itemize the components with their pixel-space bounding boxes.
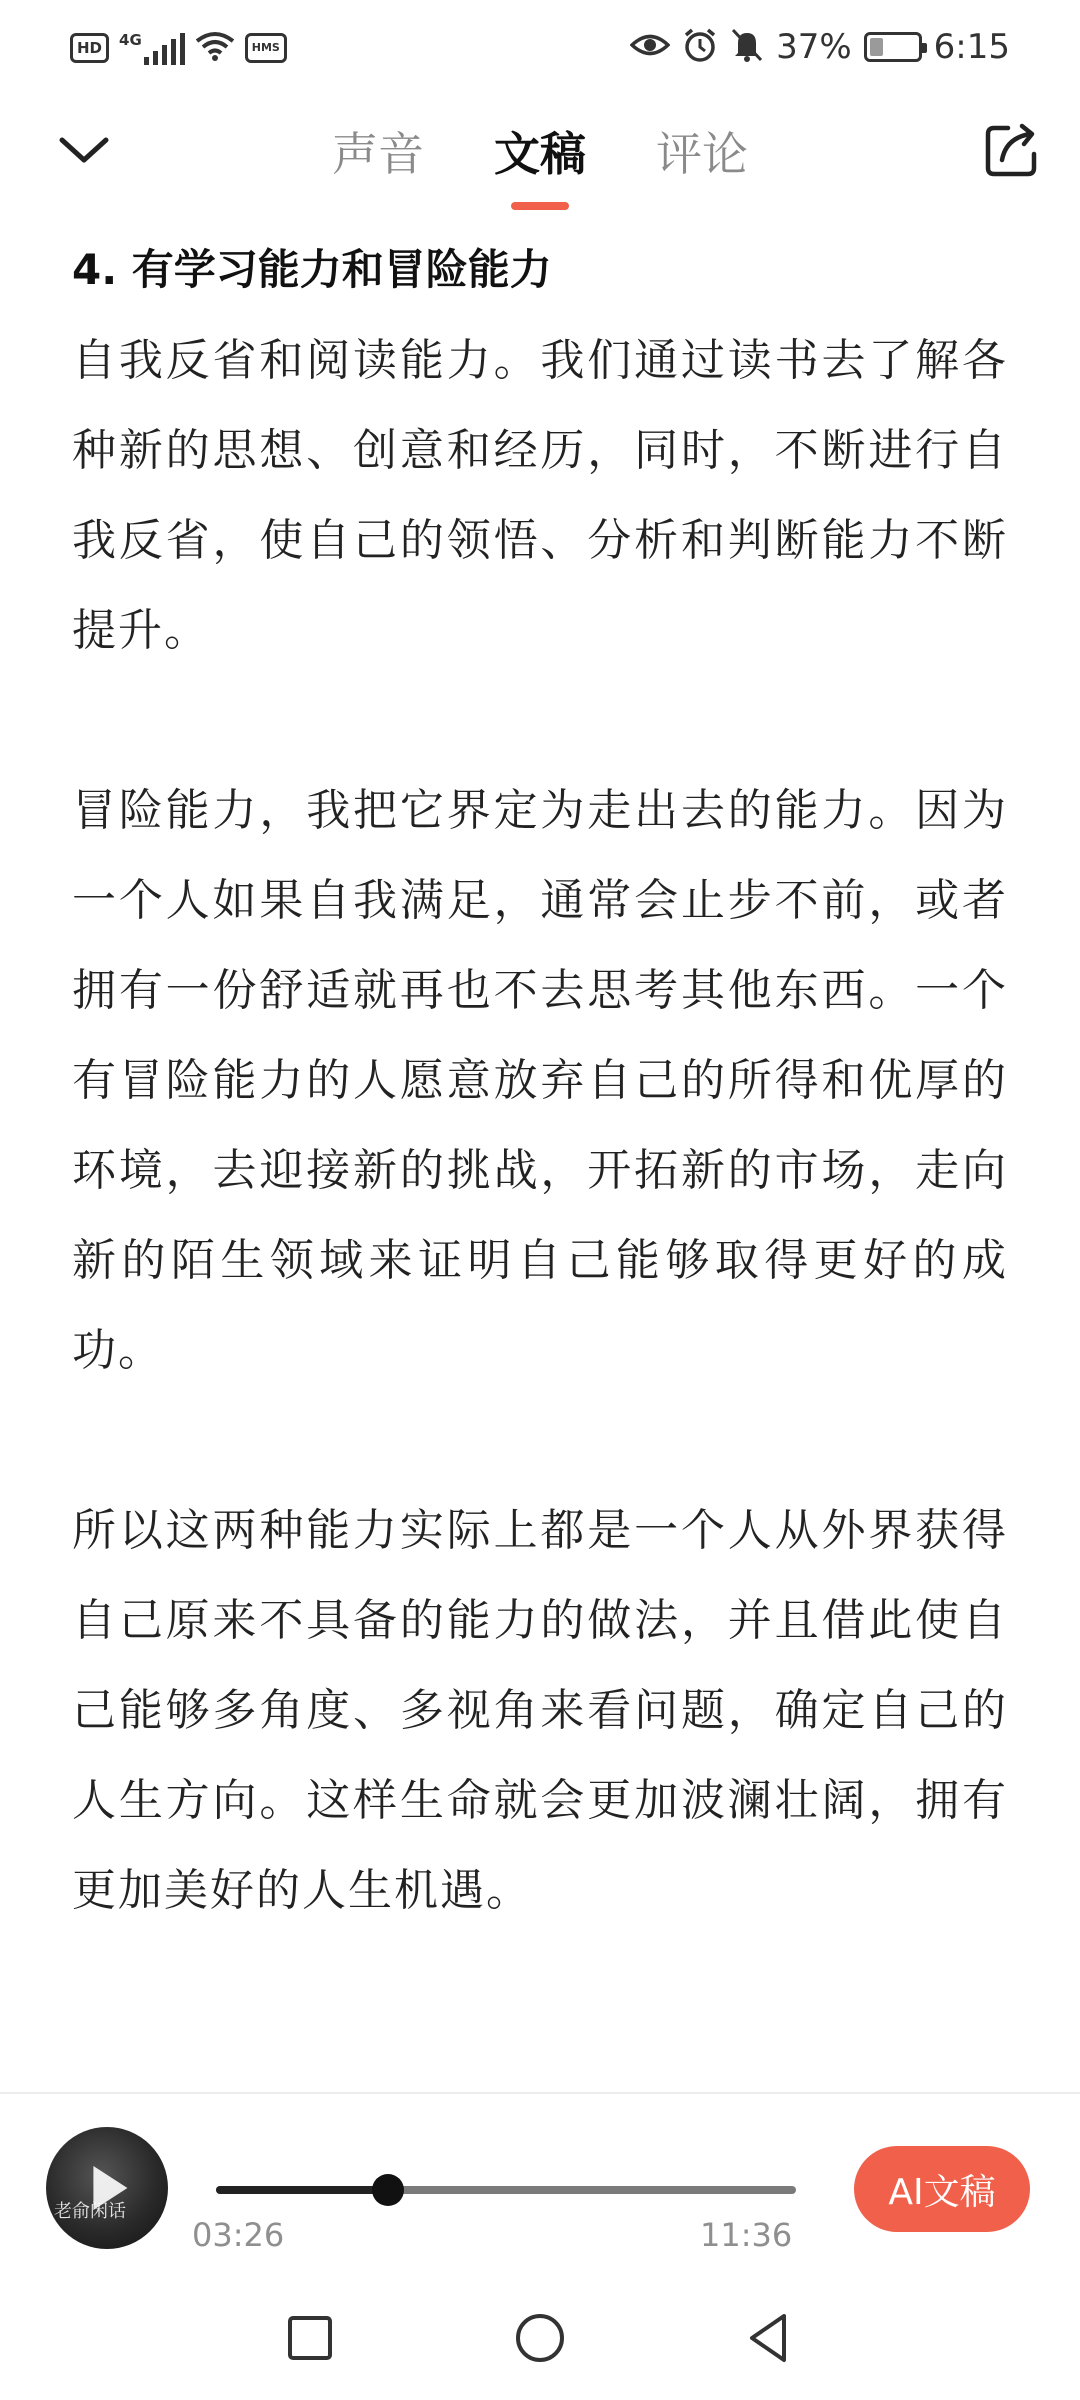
paragraph-gap xyxy=(72,1396,1008,1486)
battery-percent: 37% xyxy=(776,27,852,67)
system-nav-bar xyxy=(0,2280,1080,2400)
clock: 6:15 xyxy=(933,27,1010,67)
paragraph: 冒险能力，我把它界定为走出去的能力。因为一个人如果自我满足，通常会止步不前，或者拥有一份舒适就再也不去思考其他东西。一个有冒险能力的人愿意放弃自己的所得和优厚的环境，去迎接新的挑战，开拓新的市场，走向新的陌生领域来证明自己能够取得更好的成功。 xyxy=(72,785,1008,1376)
recents-square-icon[interactable] xyxy=(280,2308,340,2368)
battery-fill xyxy=(870,38,883,56)
hms-badge: HMS xyxy=(245,33,287,63)
back-triangle-icon[interactable] xyxy=(738,2308,798,2368)
status-right xyxy=(630,22,1010,72)
mini-player xyxy=(0,2110,1080,2280)
mute-icon xyxy=(730,27,764,67)
eye-icon xyxy=(630,30,670,64)
alarm-icon xyxy=(682,27,718,67)
header xyxy=(0,100,1080,210)
progress-fill xyxy=(216,2186,388,2194)
tab-label: 评论 xyxy=(656,127,748,181)
hd-badge: HD xyxy=(70,33,109,63)
tab-label: 文稿 xyxy=(494,127,586,181)
tab-transcript[interactable] xyxy=(490,118,590,184)
section-heading: 4. 有学习能力和冒险能力 xyxy=(72,245,552,294)
network-type: 4G xyxy=(119,31,142,49)
progress-thumb[interactable] xyxy=(372,2174,404,2206)
cover-text: 老俞闲话 xyxy=(54,2201,126,2222)
active-tab-indicator xyxy=(511,202,569,210)
current-time: 03:26 xyxy=(192,2216,285,2254)
status-left xyxy=(70,28,287,68)
tab-bar xyxy=(0,118,1080,184)
player-divider xyxy=(0,2092,1080,2094)
paragraph: 自我反省和阅读能力。我们通过读书去了解各种新的思想、创意和经历，同时，不断进行自我反省，使自己的领悟、分析和判断能力不断提升。 xyxy=(72,335,1008,656)
battery-icon xyxy=(864,32,922,62)
network-indicator xyxy=(119,31,185,65)
ai-transcript-button[interactable]: AI文稿 xyxy=(854,2146,1030,2232)
paragraph-gap xyxy=(72,676,1008,766)
play-icon xyxy=(93,2166,127,2210)
status-bar xyxy=(0,0,1080,92)
share-icon[interactable] xyxy=(982,120,1042,180)
transcript-article xyxy=(72,240,1008,1936)
home-circle-icon[interactable] xyxy=(510,2308,570,2368)
tab-label: 声音 xyxy=(332,127,424,181)
total-time: 11:36 xyxy=(700,2216,793,2254)
paragraph: 所以这两种能力实际上都是一个人从外界获得自己原来不具备的能力的做法，并且借此使自己能够多角度、多视角来看问题，确定自己的人生方向。这样生命就会更加波澜壮阔，拥有更加美好的人生机遇。 xyxy=(72,1505,1008,1916)
wifi-icon xyxy=(195,30,235,66)
tab-audio[interactable] xyxy=(328,118,428,184)
tab-comments[interactable] xyxy=(652,118,752,184)
album-cover-play-button[interactable] xyxy=(46,2127,168,2249)
progress-slider[interactable] xyxy=(216,2186,796,2194)
signal-icon xyxy=(144,31,185,65)
